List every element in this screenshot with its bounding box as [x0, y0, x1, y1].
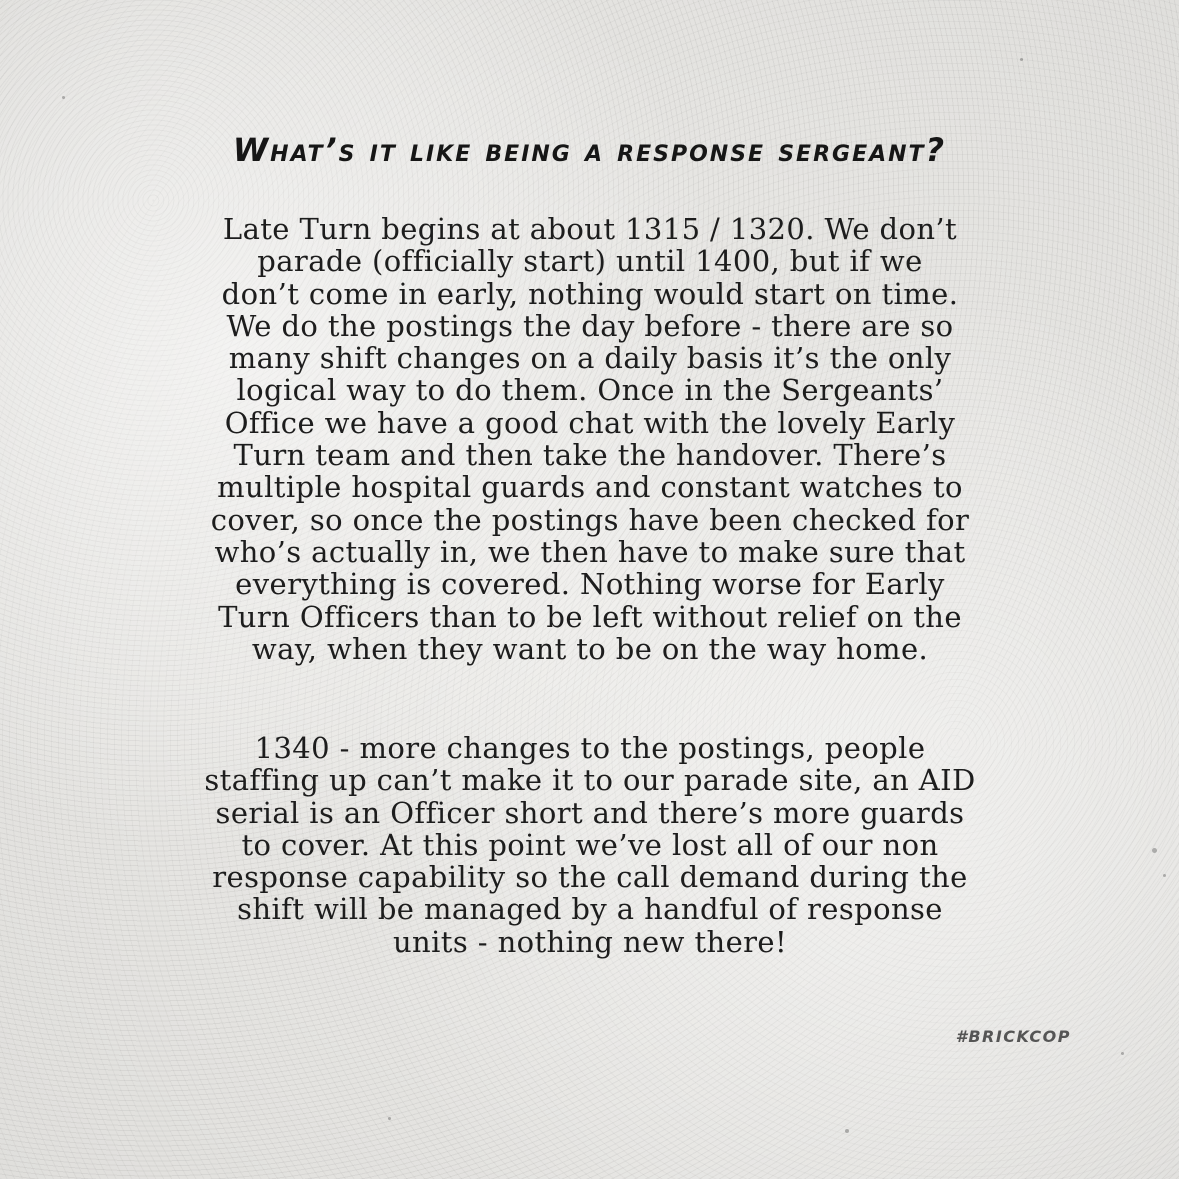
brand-hashtag: #BRICKCOP [955, 1027, 1071, 1046]
body-paragraph-2: 1340 - more changes to the postings, people staffing up can’t make it to our parade site, an AID serial is an Officer short and there’s more guards to cover. At this point we’ve lost all of our non response capability so the call demand during the shift will be managed by a handful of response units - nothing new there! [204, 731, 976, 959]
body-paragraph-1: Late Turn begins at about 1315 / 1320. We don’t parade (officially start) until 1400, but if we don’t come in early, nothing would start on time. We do the postings the day before - there are so many shift changes on a daily basis it’s the only logical way to do them. Once in the Sergeants’ Office we have a good chat with the lovely Early Turn team and then take the handover. There’s multiple hospital guards and constant watches to cover, so once the postings have been checked for who’s actually in, we then have to make sure that everything is covered. Nothing worse for Early Turn Officers than to be left without relief on the way, when they want to be on the way home. [210, 212, 970, 666]
page-title: What’s it like being a response sergeant? [232, 131, 947, 169]
